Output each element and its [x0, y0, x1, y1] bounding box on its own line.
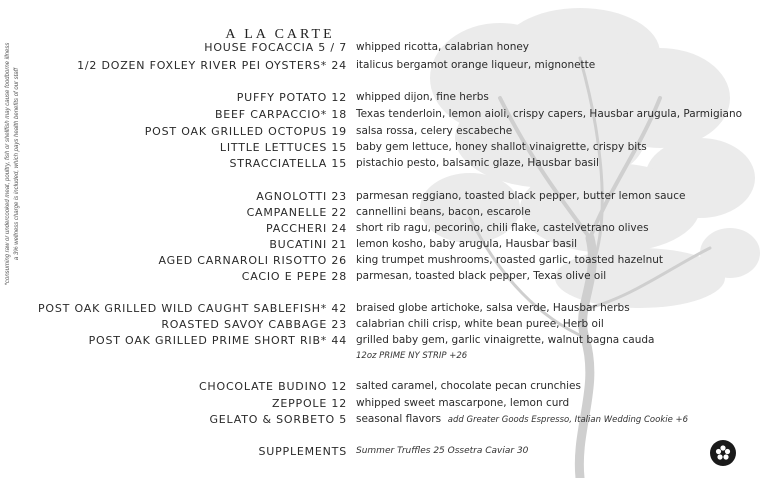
item-description: whipped ricotta, calabrian honey — [356, 41, 530, 53]
menu-item — [0, 220, 768, 237]
item-name: CAMPANELLE 22 — [246, 206, 347, 219]
menu-item — [0, 139, 768, 156]
item-name: 1/2 DOZEN FOXLEY RIVER PEI OYSTERS* 24 — [77, 59, 347, 72]
item-description: parmesan reggiano, toasted black pepper, butter lemon sauce — [356, 190, 686, 202]
menu-item — [0, 252, 768, 269]
item-description: parmesan, toasted black pepper, Texas olive oil — [356, 270, 607, 282]
item-name: HOUSE FOCACCIA 5 / 7 — [204, 41, 347, 54]
menu-item — [0, 395, 768, 412]
item-name: POST OAK GRILLED WILD CAUGHT SABLEFISH* 42 — [37, 302, 347, 315]
item-name: AGNOLOTTI 23 — [256, 190, 347, 203]
restaurant-logo — [710, 440, 736, 466]
item-description-text: seasonal flavors — [356, 413, 442, 425]
item-name: ROASTED SAVOY CABBAGE 23 — [161, 318, 347, 331]
item-name: AGED CARNAROLI RISOTTO 26 — [158, 254, 347, 267]
item-description: short rib ragu, pecorino, chili flake, castelvetrano olives — [356, 222, 649, 234]
item-name: STRACCIATELLA 15 — [229, 157, 347, 170]
item-name: POST OAK GRILLED PRIME SHORT RIB* 44 — [88, 334, 347, 347]
menu-item — [0, 106, 768, 123]
menu-item — [0, 155, 768, 172]
menu-item — [0, 378, 768, 395]
item-description: king trumpet mushrooms, roasted garlic, toasted hazelnut — [356, 254, 663, 266]
item-description: whipped sweet mascarpone, lemon curd — [356, 397, 570, 409]
item-name: PACCHERI 24 — [265, 222, 347, 235]
item-description: italicus bergamot orange liqueur, mignonette — [356, 59, 596, 71]
menu-item — [0, 300, 768, 317]
menu-item — [0, 57, 768, 74]
item-description: Texas tenderloin, lemon aioli, crispy capers, Hausbar arugula, Parmigiano — [356, 108, 743, 120]
disclaimer-line-2: a 3% wellness charge is included, which pays health benefits of our staff — [14, 67, 20, 261]
menu-item — [0, 39, 768, 56]
item-name: CACIO E PEPE 28 — [241, 270, 347, 283]
menu-item — [0, 411, 768, 428]
item-description: braised globe artichoke, salsa verde, Hausbar herbs — [356, 302, 630, 314]
flower-logo-icon — [710, 440, 736, 466]
item-description: calabrian chili crisp, white bean puree, Herb oil — [356, 318, 604, 330]
item-name: LITTLE LETTUCES 15 — [219, 141, 347, 154]
item-name: CHOCOLATE BUDINO 12 — [198, 380, 347, 393]
menu-item — [0, 89, 768, 106]
item-description: salsa rossa, celery escabeche — [356, 125, 513, 137]
supplements-label: SUPPLEMENTS — [258, 445, 347, 458]
supplements-row — [0, 443, 768, 460]
menu-item — [0, 332, 768, 349]
item-description: cannellini beans, bacon, escarole — [356, 206, 531, 218]
menu-item — [0, 268, 768, 285]
item-description — [356, 411, 688, 429]
item-name: GELATO & SORBETO 5 — [209, 413, 347, 426]
supplements-list: Summer Truffles 25 Ossetra Caviar 30 — [356, 446, 529, 456]
menu-item — [0, 123, 768, 140]
menu-item — [0, 236, 768, 253]
item-addon-note: add Greater Goods Espresso, Italian Wedding Cookie +6 — [447, 415, 689, 425]
menu-item — [0, 316, 768, 333]
strip-steak-note: 12oz PRIME NY STRIP +26 — [356, 351, 468, 361]
item-name: BUCATINI 21 — [269, 238, 347, 251]
disclaimer-line-1: *consuming raw or undercooked meat, poultry, fish or shellfish may cause foodborne illness — [5, 42, 11, 286]
menu-title: A LA CARTE — [225, 27, 335, 42]
item-description: pistachio pesto, balsamic glaze, Hausbar basil — [356, 157, 599, 169]
item-name: POST OAK GRILLED OCTOPUS 19 — [144, 125, 347, 138]
item-description: whipped dijon, fine herbs — [356, 91, 489, 103]
item-description: salted caramel, chocolate pecan crunchies — [356, 380, 581, 392]
menu-item — [0, 188, 768, 205]
item-description: lemon kosho, baby arugula, Hausbar basil — [356, 238, 578, 250]
item-description: grilled baby gem, garlic vinaigrette, walnut bagna cauda — [356, 334, 655, 346]
menu-item — [0, 204, 768, 221]
item-name: ZEPPOLE 12 — [272, 397, 347, 410]
item-name: BEEF CARPACCIO* 18 — [214, 108, 347, 121]
item-name: PUFFY POTATO 12 — [236, 91, 347, 104]
item-description: baby gem lettuce, honey shallot vinaigrette, crispy bits — [356, 141, 647, 153]
